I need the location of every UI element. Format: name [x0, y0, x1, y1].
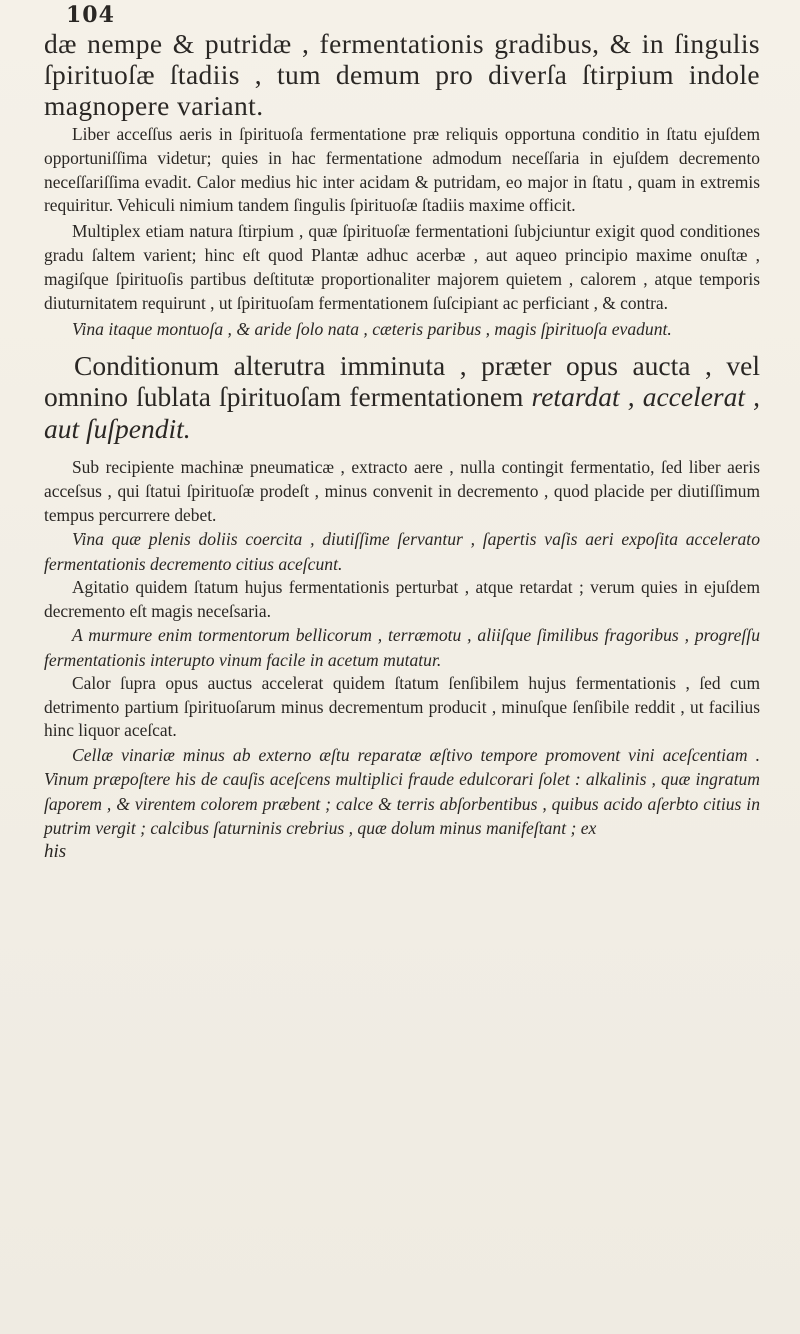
italic-note-mountain-wines: Vina itaque montuoſa , & aride ſolo nata , cæteris paribus , magis ſpirituoſa evadunt. — [72, 319, 672, 340]
paragraph-pneumatic-machine: Sub recipiente machinæ pneumaticæ , extracto aere , nulla contingit fermentatio, ſed liber aeris acceſsus , qui ſtatui ſpirituoſæ prodeſt , minus convenit in decremento , quod placide per diutiſſimum tempus percurrere debet. — [44, 457, 760, 525]
italic-note-wine-cellars: Cellæ vinariæ minus ab externo æſtu reparatæ æſtivo tempore promovent vini aceſcentiam . Vinum præpoſtere his de cauſis aceſcens multiplici fraude edulcorari ſolet : alkalinis , quæ ingratum ſaporem , & virentem colorem præbent ; calce & terris abſorbentibus , quibus acido aſerbto citius in putrim vergit ; calcibus ſaturninis crebrius , quæ dolum minus manifeſtant ; ex — [44, 745, 760, 838]
catchword: his — [44, 841, 67, 863]
page-number: 104 — [66, 2, 115, 28]
paragraph-air-access: Liber acceſſus aeris in ſpirituoſa fermentatione præ reliquis opportuna conditio in ſtatu ejuſdem opportuniſſima videtur; quies in hac fermentatione admodum neceſſaria in ejuſdem decremento neceſſariſſima evadit. Calor medius hic inter acidam & putridam, eo major in ſtatu , quam in extremis requiritur. Vehiculi nimium tandem ſingulis ſpirituoſæ ſtadiis maxime officit. — [44, 124, 760, 216]
opening-paragraph: dæ nempe & putridæ , fermentationis gradibus, & in ſingulis ſpirituoſæ ſtadiis , tum demum pro diverſa ſtirpium indole magnopere variant. — [44, 28, 760, 121]
section-heading — [44, 350, 760, 445]
paragraph-plant-nature: Multiplex etiam natura ſtirpium , quæ ſpirituoſæ fermentationi ſubjciuntur exigit quod conditiones gradu ſaltem varient; hinc eſt quod Plantæ adhuc acerbæ , aut aqueo principio maxime onuſtæ , magiſque ſpirituoſis partibus deſtitutæ proportionaliter majorem quietem , calorem , atque temporis diuturnitatem requirunt , ut ſpirituoſam fermentationem ſuſcipiant ac perficiant , & contra. — [44, 221, 760, 313]
heading-plain-text: Conditionum alterutra imminuta , præter opus aucta , vel omnino ſublata ſpirituoſam fermentationem — [44, 349, 760, 413]
italic-note-full-casks: Vina quæ plenis doliis coercita , diutiſſime ſervantur , ſapertis vaſis aeri expoſita accelerato fermentationis decremento citius aceſcunt. — [44, 529, 760, 574]
paragraph-agitation: Agitatio quidem ſtatum hujus fermentationis perturbat , atque retardat ; verum quies in ejuſdem decremento eſt magis neceſsaria. — [44, 576, 760, 621]
heading-italic-text: retardat , accelerat , aut ſuſpendit. — [44, 381, 760, 444]
italic-note-cannon-noise: A murmure enim tormentorum bellicorum , terræmotu , aliiſque ſimilibus fragoribus , progreſſu fermentationis interupto vinum facile in acetum mutatur. — [44, 625, 760, 670]
paragraph-heat: Calor ſupra opus auctus accelerat quidem ſtatum ſenſibilem hujus fermentationis , ſed cum detrimento partium ſpirituoſarum minus decrementum producit , minuſque ſenſibile reddit , ut facilius hinc liquor aceſcat. — [44, 672, 760, 741]
